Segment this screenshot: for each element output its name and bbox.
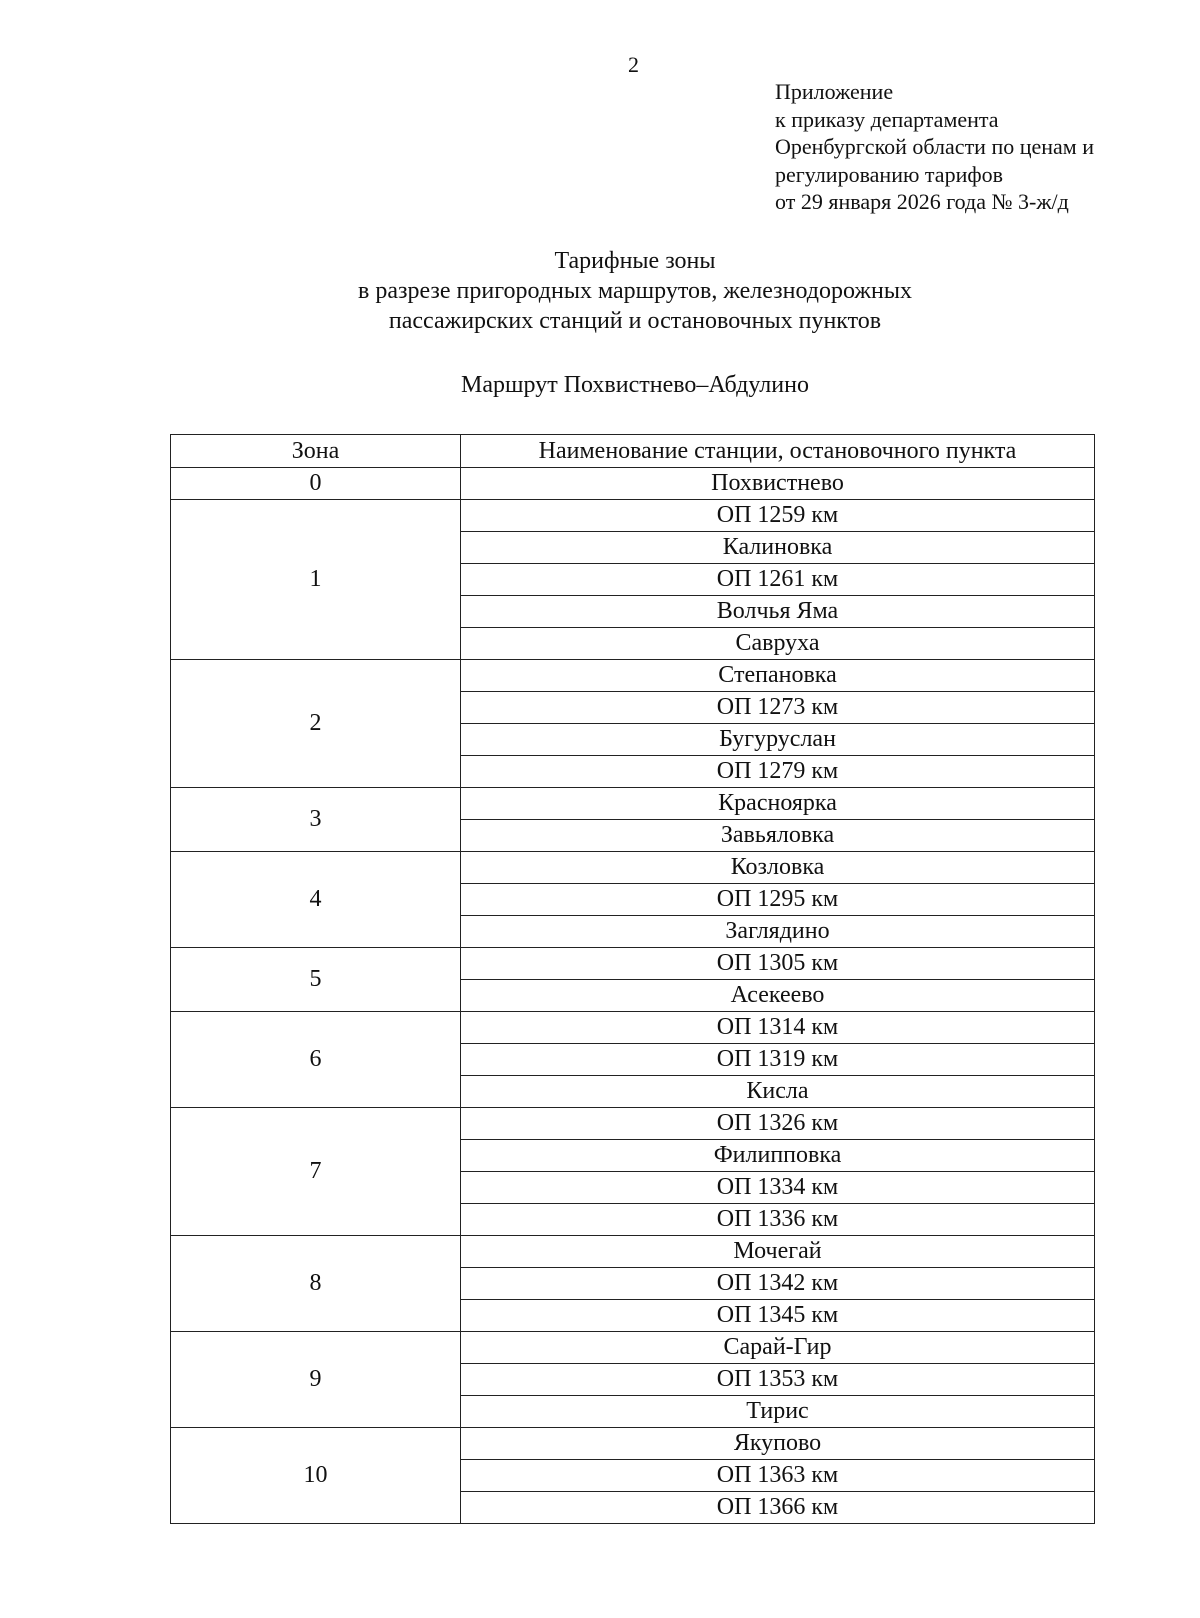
zone-cell: 0: [171, 468, 461, 500]
station-cell: ОП 1326 км: [461, 1108, 1095, 1140]
table-row: [171, 500, 1095, 532]
zone-cell: 9: [171, 1332, 461, 1428]
table-row: [171, 1428, 1095, 1460]
table-row: [171, 1332, 1095, 1364]
title-line: Тарифные зоны: [554, 248, 716, 274]
table-row: [171, 948, 1095, 980]
appendix-note: [775, 78, 1094, 216]
station-cell: ОП 1334 км: [461, 1172, 1095, 1204]
zone-cell: 4: [171, 852, 461, 948]
table-header-row: [171, 435, 1095, 468]
station-cell: ОП 1336 км: [461, 1204, 1095, 1236]
station-cell: ОП 1259 км: [461, 500, 1095, 532]
zone-cell: 3: [171, 788, 461, 852]
appendix-line: Приложение: [775, 79, 894, 104]
station-cell: Козловка: [461, 852, 1095, 884]
station-cell: ОП 1261 км: [461, 564, 1095, 596]
station-cell: Филипповка: [461, 1140, 1095, 1172]
station-cell: ОП 1353 км: [461, 1364, 1095, 1396]
zone-cell: 6: [171, 1012, 461, 1108]
zone-cell: 8: [171, 1236, 461, 1332]
table-row: [171, 660, 1095, 692]
title-line: в разрезе пригородных маршрутов, железнодорожных: [358, 278, 912, 304]
station-cell: Красноярка: [461, 788, 1095, 820]
header-station-name: Наименование станции, остановочного пункта: [461, 435, 1095, 468]
station-cell: ОП 1319 км: [461, 1044, 1095, 1076]
table-row: [171, 852, 1095, 884]
station-cell: Савруха: [461, 628, 1095, 660]
zone-cell: 10: [171, 1428, 461, 1524]
page-number: 2: [628, 52, 639, 77]
station-cell: ОП 1279 км: [461, 756, 1095, 788]
station-cell: Волчья Яма: [461, 596, 1095, 628]
station-cell: Калиновка: [461, 532, 1095, 564]
route-title: Маршрут Похвистнево–Абдулино: [461, 372, 809, 398]
table-row: [171, 468, 1095, 500]
station-cell: ОП 1305 км: [461, 948, 1095, 980]
appendix-line: Оренбургской области по ценам и: [775, 134, 1094, 159]
station-cell: Тирис: [461, 1396, 1095, 1428]
station-cell: Якупово: [461, 1428, 1095, 1460]
header-zone: Зона: [171, 435, 461, 468]
station-cell: ОП 1342 км: [461, 1268, 1095, 1300]
station-cell: ОП 1314 км: [461, 1012, 1095, 1044]
table-row: [171, 788, 1095, 820]
table-row: [171, 1012, 1095, 1044]
station-cell: Кисла: [461, 1076, 1095, 1108]
station-cell: ОП 1363 км: [461, 1460, 1095, 1492]
station-cell: ОП 1273 км: [461, 692, 1095, 724]
station-cell: ОП 1295 км: [461, 884, 1095, 916]
station-cell: Завьяловка: [461, 820, 1095, 852]
station-cell: Бугуруслан: [461, 724, 1095, 756]
table-body: [171, 468, 1095, 1524]
zone-cell: 7: [171, 1108, 461, 1236]
station-cell: ОП 1345 км: [461, 1300, 1095, 1332]
table-row: [171, 1236, 1095, 1268]
station-cell: Степановка: [461, 660, 1095, 692]
zone-cell: 5: [171, 948, 461, 1012]
station-cell: Похвистнево: [461, 468, 1095, 500]
table-row: [171, 1108, 1095, 1140]
appendix-line: к приказу департамента: [775, 106, 999, 132]
zone-cell: 1: [171, 500, 461, 660]
appendix-line: от 29 января 2026 года № 3-ж/д: [775, 189, 1069, 214]
station-cell: Мочегай: [461, 1236, 1095, 1268]
title-line: пассажирских станций и остановочных пунктов: [388, 308, 882, 334]
station-cell: Сарай-Гир: [461, 1332, 1095, 1364]
document-title: [0, 246, 1200, 336]
tariff-zones-table: [170, 434, 1095, 1524]
station-cell: ОП 1366 км: [461, 1492, 1095, 1524]
zone-cell: 2: [171, 660, 461, 788]
appendix-line: регулированию тарифов: [775, 161, 1003, 187]
station-cell: Асекеево: [461, 980, 1095, 1012]
station-cell: Заглядино: [461, 916, 1095, 948]
